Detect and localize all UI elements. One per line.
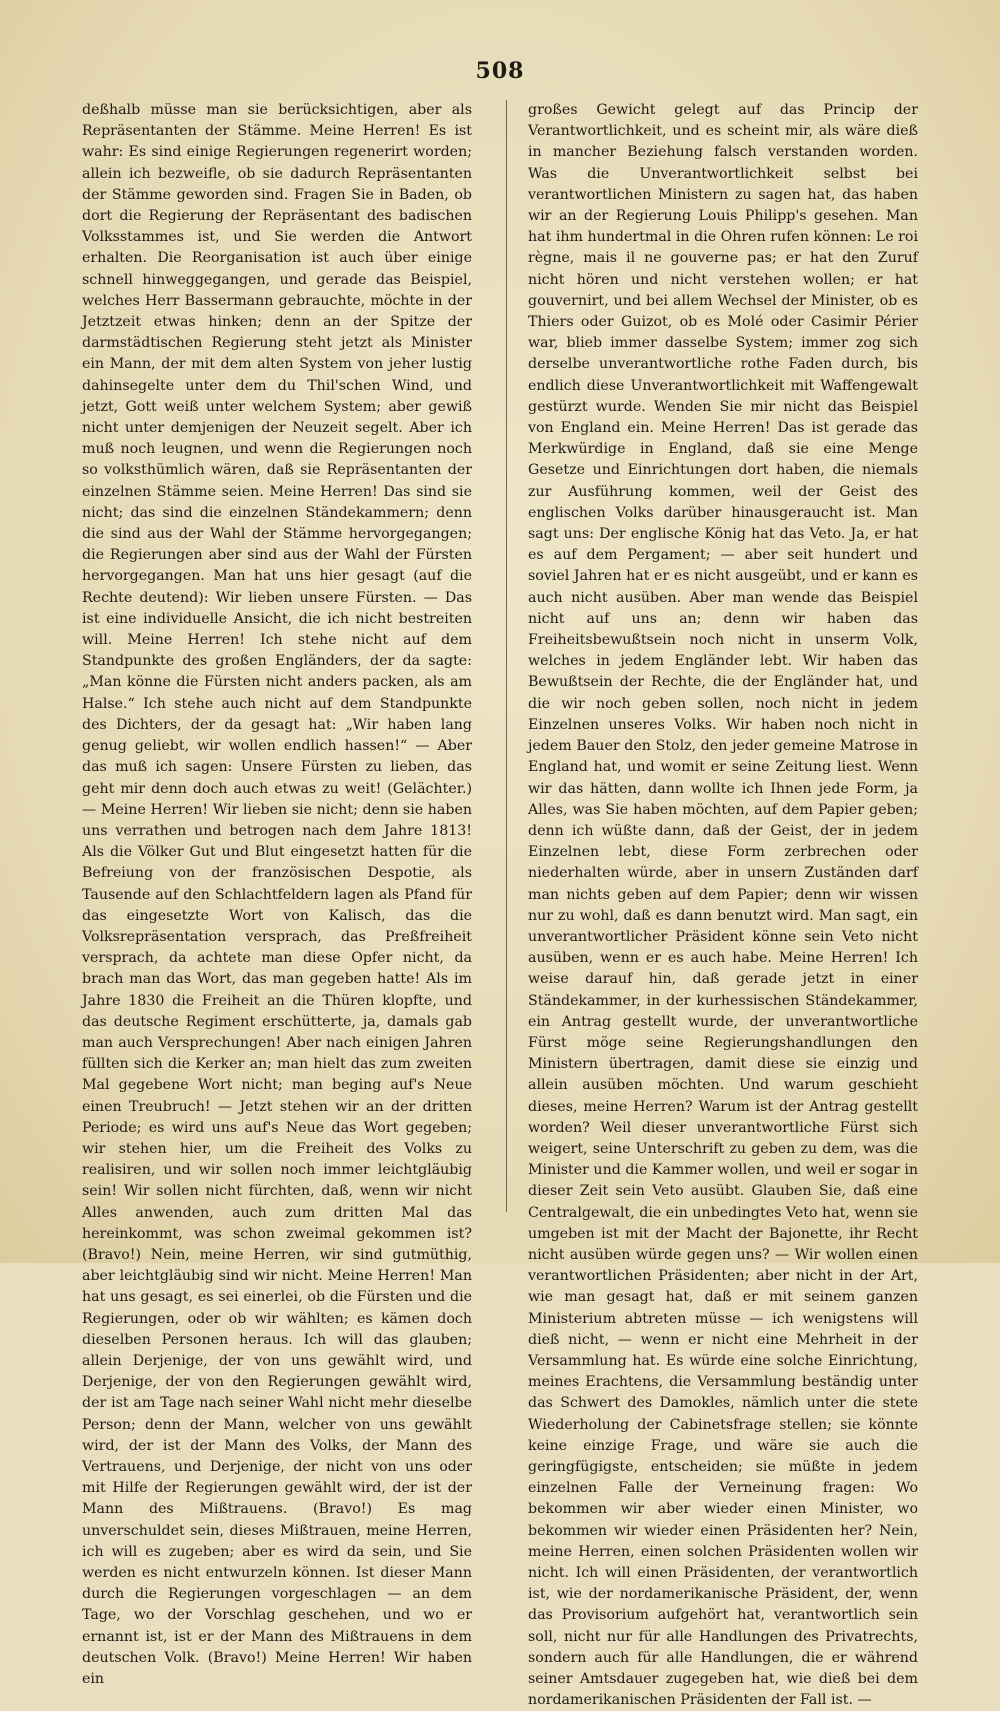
right-column-text: großes Gewicht gelegt auf das Princip der Verantwortlichkeit, und es scheint mir, als wäre dieß in mancher Beziehung falsch verstanden worden. Was die Unverantwortlichkeit selbst bei verantwortlichen Ministern zu sagen hat, das haben wir an der Regierung Louis Philipp's gesehen. Man hat ihm hundertmal in die Ohren rufen können: Le roi règne, mais il ne gouverne pas; er hat den Zuruf nicht hören und nicht verstehen wollen; er hat gouvernirt, und bei allem Wechsel der Minister, ob es Thiers oder Guizot, ob es Molé oder Casimir Périer war, blieb immer dasselbe System; immer zog sich derselbe unverantwortliche rothe Faden durch, bis endlich diese Unverantwortlichkeit mit Waffengewalt gestürzt wurde. Wenden Sie mir nicht das Beispiel von England ein. Meine Herren! Das ist gerade das Merkwürdige in England, daß sie eine Menge Gesetze und Einrichtungen dort haben, die niemals zur Ausführung kommen, weil der Geist des englischen Volks darüber hinausgeraucht ist. Man sagt uns: Der englische König hat das Veto. Ja, er hat es auf dem Pergament; — aber seit hundert und soviel Jahren hat er es nicht ausgeübt, und er kann es auch nicht ausüben. Aber man wende das Beispiel nicht auf uns an; denn wir haben das Freiheitsbewußtsein noch nicht in unserm Volk, welches in jedem Engländer lebt. Wir haben das Bewußtsein der Rechte, die der Engländer hat, und die wir noch geben sollen, noch nicht in jedem Einzelnen unseres Volks. Wir haben noch nicht in jedem Bauer den Stolz, den jeder gemeine Matrose in England hat, und womit er seine Zeitung liest. Wenn wir das hätten, dann wollte ich Ihnen jede Form, ja Alles, was Sie haben möchten, auf dem Papier geben; denn ich wüßte dann, daß der Geist, der in jedem Einzelnen lebt, diese Form zerbrechen oder niederhalten würde, aber in unsern Zuständen darf man nichts geben auf dem Papier; denn wir wissen nur zu wohl, daß es dann benutzt wird. Man sagt, ein unverantwortlicher Präsident könne sein Veto nicht ausüben, wenn er es auch habe. Meine Herren! Ich weise darauf hin, daß gerade jetzt in einer Ständekammer, in der kurhessischen Ständekammer, ein Antrag gestellt wurde, der unverantwortliche Fürst möge seine Regierungshandlungen den Ministern übertragen, damit diese sie einzig und allein ausüben möchten. Und warum geschieht dieses, meine Herren? Warum ist der Antrag gestellt worden? Weil dieser unverantwortliche Fürst sich weigert, seine Unterschrift zu geben zu dem, was die Minister und die Kammer wollen, und weil er sogar in dieser Zeit sein Veto ausübt. Glauben Sie, daß eine Centralgewalt, die ein unbedingtes Veto hat, wenn sie umgeben ist mit der Macht der Bajonette, ihr Recht nicht ausüben würde gegen uns? — Wir wollen einen verantwortlichen Präsidenten; aber nicht in der Art, wie man gesagt hat, daß er mit seinem ganzen Ministerium abtreten müsse — ich wenigstens will dieß nicht, — wenn er nicht eine Mehrheit in der Versammlung hat. Es würde eine solche Einrichtung, meines Erachtens, die Versammlung beständig unter das Schwert des Damokles, nämlich unter die stete Wiederholung der Cabinetsfrage stellen; sie könnte keine einzige Frage, und wäre sie auch die geringfügigste, entscheiden; sie müßte in jedem einzelnen Falle der Verneinung fragen: Wo bekommen wir aber wieder einen Minister, wo bekommen wir wieder einen Präsidenten her? Nein, meine Herren, einen solchen Präsidenten wollen wir nicht. Ich will einen Präsidenten, der verantwortlich ist, wie der nordamerikanische Präsident, der, wenn das Provisorium aufgehört hat, verantwortlich sein soll, nicht nur für alle Handlungen des Privatrechts, sondern auch für alle Handlungen, die er während seiner Amtsdauer zugegeben hat, wie dieß bei dem nordamerikanischen Präsidenten der Fall ist. —: [528, 102, 918, 1709]
text-column-right: [528, 100, 918, 1711]
left-column-text: deßhalb müsse man sie berücksichtigen, aber als Repräsentanten der Stämme. Meine Herren! Es ist wahr: Es sind einige Regierungen regenerirt worden; allein ich bezweifle, ob sie dadurch Repräsentanten der Stämme geworden sind. Fragen Sie in Baden, ob dort die Regierung der Repräsentant des badischen Volksstammes ist, und Sie werden die Antwort erhalten. Die Reorganisation ist auch über einige schnell hinweggegangen, und gerade das Beispiel, welches Herr Bassermann gebrauchte, möchte in der Jetztzeit etwas hinken; denn an der Spitze der darmstädtischen Regierung steht jetzt als Minister ein Mann, der mit dem alten System von jeher lustig dahinsegelte unter dem du Thil'schen Wind, und jetzt, Gott weiß unter welchem System; aber gewiß nicht unter demjenigen der Neuzeit segelt. Aber ich muß noch leugnen, und wenn die Regierungen noch so volksthümlich wären, daß sie Repräsentanten der einzelnen Stämme seien. Meine Herren! Das sind sie nicht; das sind die einzelnen Ständekammern; denn die sind aus der Wahl der Stämme hervorgegangen; die Regierungen aber sind aus der Wahl der Fürsten hervorgegangen. Man hat uns hier gesagt (auf die Rechte deutend): Wir lieben unsere Fürsten. — Das ist eine individuelle Ansicht, die ich nicht bestreiten will. Meine Herren! Ich stehe nicht auf dem Standpunkte des großen Engländers, der da sagte: „Man könne die Fürsten nicht anders packen, als am Halse.“ Ich stehe auch nicht auf dem Standpunkte des Dichters, der da gesagt hat: „Wir haben lang genug geliebt, wir wollen endlich hassen!“ — Aber das muß ich sagen: Unsere Fürsten zu lieben, das geht mir denn doch auch etwas zu weit! (Gelächter.) — Meine Herren! Wir lieben sie nicht; denn sie haben uns verrathen und betrogen nach dem Jahre 1813! Als die Völker Gut und Blut eingesetzt hatten für die Befreiung von der französischen Despotie, als Tausende auf den Schlachtfeldern lagen als Pfand für das eingesetzte Wort von Kalisch, das die Volksrepräsentation versprach, das Preßfreiheit versprach, da achtete man diese Opfer nicht, da brach man das Wort, das man gegeben hatte! Als im Jahre 1830 die Freiheit an die Thüren klopfte, und das deutsche Regiment erschütterte, ja, damals gab man auch Versprechungen! Aber nach einigen Jahren füllten sich die Kerker an; man hielt das zum zweiten Mal gegebene Wort nicht; man beging auf's Neue einen Treubruch! — Jetzt stehen wir an der dritten Periode; es wird uns auf's Neue das Wort gegeben; wir stehen hier, um die Freiheit des Volks zu realisiren, und wir sollen noch immer leichtgläubig sein! Wir sollen nicht fürchten, daß, wenn wir nicht Alles anwenden, auch zum dritten Mal das hereinkommt, was schon zweimal gekommen ist? (Bravo!) Nein, meine Herren, wir sind gutmüthig, aber leichtgläubig sind wir nicht. Meine Herren! Man hat uns gesagt, es sei einerlei, ob die Fürsten und die Regierungen, oder ob wir wählten; es kämen doch dieselben Personen heraus. Ich will das glauben; allein Derjenige, der von uns gewählt wird, und Derjenige, der von den Regierungen gewählt wird, der ist am Tage nach seiner Wahl nicht mehr dieselbe Person; denn der Mann, welcher von uns gewählt wird, der ist der Mann des Volks, der Mann des Vertrauens, und Derjenige, der nicht von uns oder mit Hilfe der Regierungen gewählt wird, der ist der Mann des Mißtrauens. (Bravo!) Es mag unverschuldet sein, dieses Mißtrauen, meine Herren, ich will es zugeben; aber es wird da sein, und Sie werden es nicht entwurzeln können. Ist dieser Mann durch die Regierungen vorgeschlagen — an dem Tage, wo der Vorschlag geschehen, und wo er ernannt ist, ist er der Mann des Mißtrauens in dem deutschen Volk. (Bravo!) Meine Herren! Wir haben ein: [82, 102, 472, 1688]
page-number: 508: [475, 58, 525, 84]
text-column-left: [82, 100, 472, 1690]
column-divider: [506, 100, 507, 1212]
